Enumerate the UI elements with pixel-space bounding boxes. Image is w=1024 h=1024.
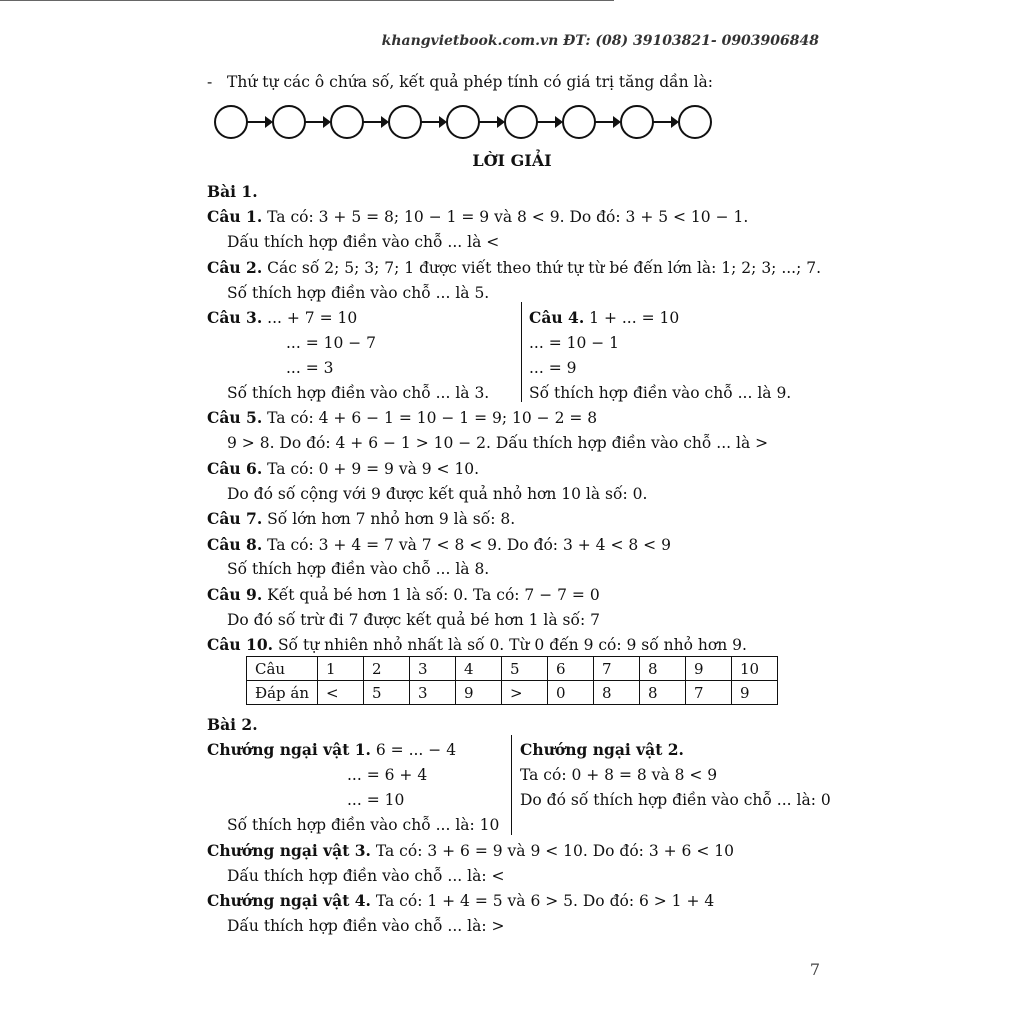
cau2-label: Câu 2. [207,258,263,277]
table-cell: 8 [594,681,640,705]
vat3-answer: Dấu thích hợp điền vào chỗ ... là: < [227,867,505,885]
cau8-label: Câu 8. [207,535,263,554]
cau6-label: Câu 6. [207,459,263,478]
cau9-line [207,585,600,605]
table-cell: 9 [732,681,778,705]
vat2-label: Chướng ngại vật 2. [520,740,684,759]
vat4-answer: Dấu thích hợp điền vào chỗ ... là: > [227,917,505,935]
cau6-text: Ta có: 0 + 9 = 9 và 9 < 10. [262,460,480,478]
cau7-line [207,509,515,529]
cau3-step2: ... = 10 − 7 [286,334,377,352]
table-cell: 5 [364,681,410,705]
cau4-step2: ... = 10 − 1 [529,334,620,352]
cau5-label: Câu 5. [207,408,263,427]
answer-circle [562,105,596,139]
vat3-label: Chướng ngại vật 3. [207,841,371,860]
cau1-text: Ta có: 3 + 5 = 8; 10 − 1 = 9 và 8 < 9. Do đó: 3 + 5 < 10 − 1. [262,208,749,226]
table-cell: 9 [456,681,502,705]
cau2-line [207,258,821,278]
cau3-answer: Số thích hợp điền vào chỗ ... là 3. [227,384,490,402]
cau8-text: Ta có: 3 + 4 = 7 và 7 < 8 < 9. Do đó: 3 + 4 < 8 < 9 [262,536,671,554]
vat1-text: 6 = ... − 4 [370,741,457,759]
answer-circle [446,105,480,139]
cau4-step3: ... = 9 [529,359,577,377]
answer-table [246,656,778,705]
cau4-text: 1 + ... = 10 [584,309,680,327]
vat1-line [207,740,456,760]
cau1-line [207,207,748,227]
table-row [247,657,778,681]
answer-circle [504,105,538,139]
table-cell: Đáp án [247,681,318,705]
answer-circle [330,105,364,139]
table-cell: < [318,681,364,705]
cau3-label: Câu 3. [207,308,263,327]
answer-circle [272,105,306,139]
table-cell: 2 [364,657,410,681]
table-cell: 4 [456,657,502,681]
bai2-heading: Bài 2. [207,715,258,734]
cau5-line [207,408,597,428]
table-cell: Câu [247,657,318,681]
cau5-answer: 9 > 8. Do đó: 4 + 6 − 1 > 10 − 2. Dấu thích hợp điền vào chỗ ... là > [227,434,769,452]
cau10-label: Câu 10. [207,635,274,654]
vat1-step2: ... = 6 + 4 [347,766,428,784]
table-cell: 9 [686,657,732,681]
column-divider [521,302,522,402]
vat1-label: Chướng ngại vật 1. [207,740,371,759]
column-divider [511,735,512,835]
vat1-answer: Số thích hợp điền vào chỗ ... là: 10 [227,816,500,834]
vat4-text: Ta có: 1 + 4 = 5 và 6 > 5. Do đó: 6 > 1 + 4 [370,892,715,910]
cau4-label: Câu 4. [529,308,585,327]
vat4-line [207,891,714,911]
table-cell: 7 [594,657,640,681]
answer-circle [388,105,422,139]
vat1-step3: ... = 10 [347,791,405,809]
cau4-line [529,308,679,328]
cau8-answer: Số thích hợp điền vào chỗ ... là 8. [227,560,490,578]
page-number: 7 [809,960,820,979]
cau2-answer: Số thích hợp điền vào chỗ ... là 5. [227,284,490,302]
cau10-text: Số tự nhiên nhỏ nhất là số 0. Từ 0 đến 9 có: 9 số nhỏ hơn 9. [273,636,747,654]
table-cell: 8 [640,657,686,681]
vat2-answer: Do đó số thích hợp điền vào chỗ ... là: 0 [520,791,831,809]
vat3-text: Ta có: 3 + 6 = 9 và 9 < 10. Do đó: 3 + 6 < 10 [370,842,734,860]
cau9-answer: Do đó số trừ đi 7 được kết quả bé hơn 1 là số: 7 [227,611,600,629]
vat3-line [207,841,734,861]
cau5-text: Ta có: 4 + 6 − 1 = 10 − 1 = 9; 10 − 2 = 8 [262,409,598,427]
answer-circle [620,105,654,139]
vat4-label: Chướng ngại vật 4. [207,891,371,910]
table-cell: 10 [732,657,778,681]
cau3-text: ... + 7 = 10 [262,309,358,327]
vat2-step2: Ta có: 0 + 8 = 8 và 8 < 9 [520,766,718,784]
table-cell: 3 [410,657,456,681]
cau8-line [207,535,671,555]
table-cell: 6 [548,657,594,681]
table-cell: 3 [410,681,456,705]
cau1-answer: Dấu thích hợp điền vào chỗ ... là < [227,233,500,251]
intro-bullet: - [207,73,213,91]
cau3-line [207,308,357,328]
table-cell: 8 [640,681,686,705]
cau4-answer: Số thích hợp điền vào chỗ ... là 9. [529,384,792,402]
bai1-heading: Bài 1. [207,182,258,201]
table-cell: 0 [548,681,594,705]
header-contact: khangvietbook.com.vn ĐT: (08) 39103821- 0903906848 [381,33,819,49]
answer-circle [214,105,248,139]
table-cell: 5 [502,657,548,681]
cau1-label: Câu 1. [207,207,263,226]
cau3-step3: ... = 3 [286,359,334,377]
header-rule [0,0,614,1]
cau6-answer: Do đó số cộng với 9 được kết quả nhỏ hơn 10 là số: 0. [227,485,648,503]
cau9-text: Kết quả bé hơn 1 là số: 0. Ta có: 7 − 7 = 0 [262,586,600,604]
cau10-line [207,635,747,655]
table-cell: 7 [686,681,732,705]
cau7-text: Số lớn hơn 7 nhỏ hơn 9 là số: 8. [262,510,516,528]
answer-circle [678,105,712,139]
table-row [247,681,778,705]
table-cell: > [502,681,548,705]
table-cell: 1 [318,657,364,681]
intro-text: Thứ tự các ô chứa số, kết quả phép tính có giá trị tăng dần là: [227,73,713,91]
cau7-label: Câu 7. [207,509,263,528]
section-title: LỜI GIẢI [472,151,552,170]
cau9-label: Câu 9. [207,585,263,604]
cau6-line [207,459,479,479]
cau2-text: Các số 2; 5; 3; 7; 1 được viết theo thứ tự từ bé đến lớn là: 1; 2; 3; ...; 7. [262,259,822,277]
